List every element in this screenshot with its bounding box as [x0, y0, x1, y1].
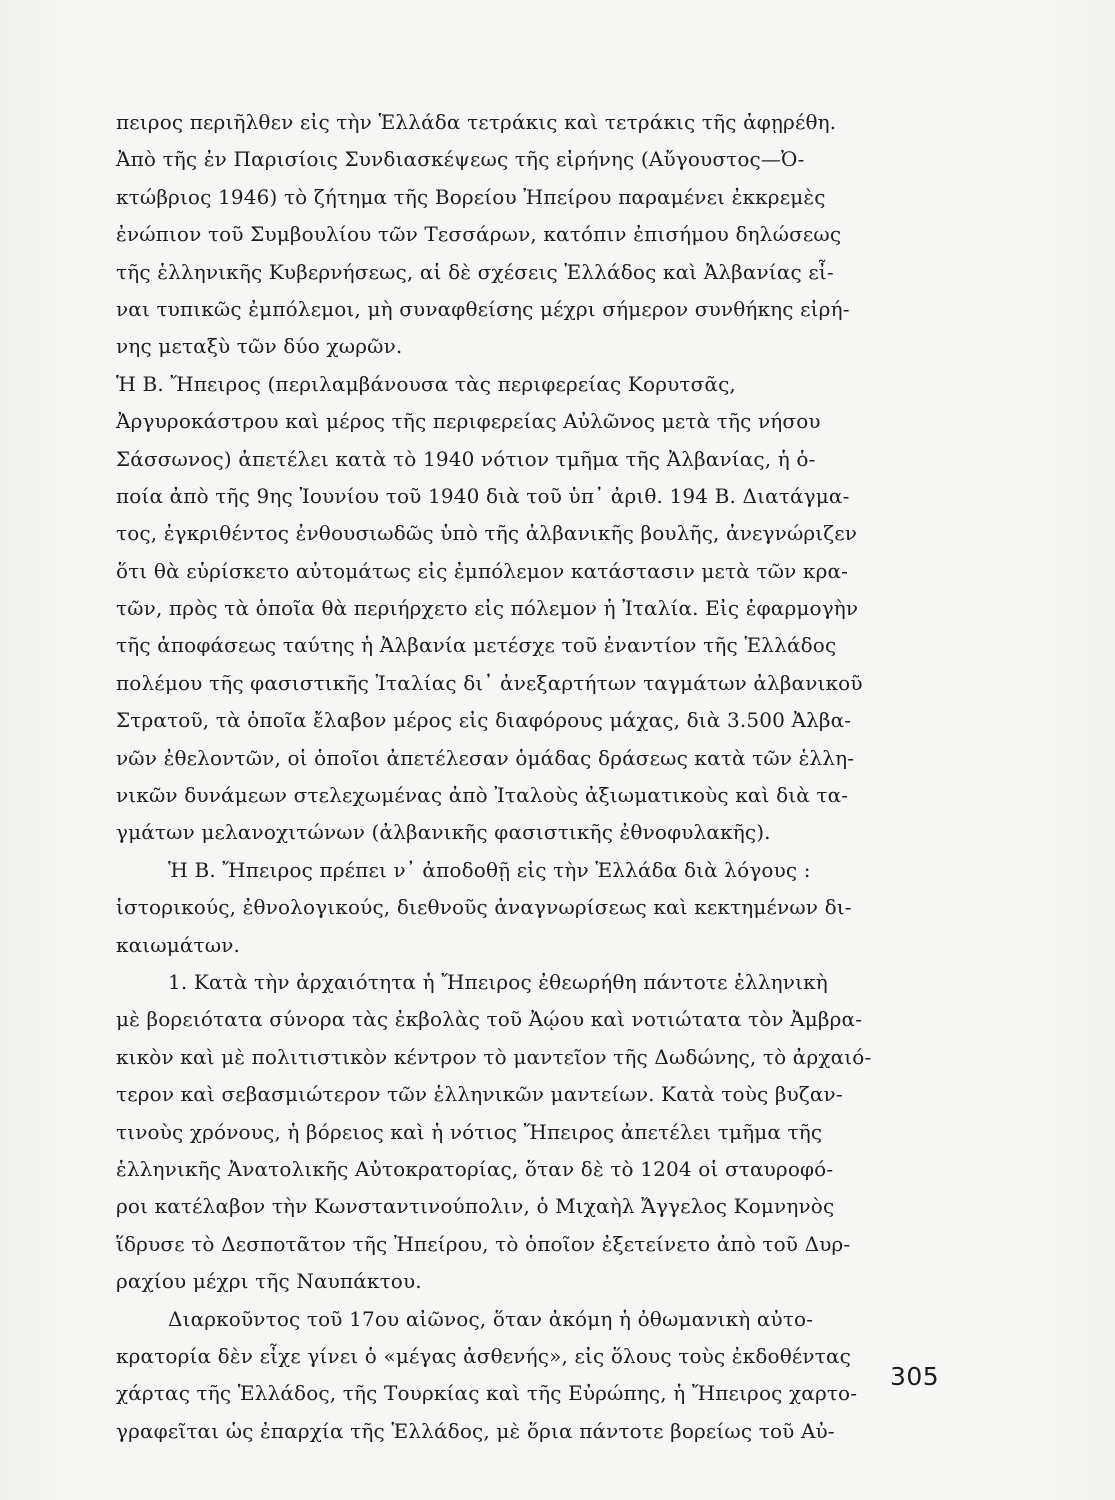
text-line: Ἡ Β. Ἤπειρος πρέπει ν᾽ ἀποδοθῇ εἰς τὴν Ἑλλάδα διὰ λόγους :: [168, 857, 811, 882]
text-line: 1. Κατὰ τὴν ἀρχαιότητα ἡ Ἤπειρος ἐθεωρήθη πάντοτε ἑλληνικὴ: [168, 969, 828, 994]
text-line: Διαρκοῦντος τοῦ 17ου αἰῶνος, ὅταν ἀκόμη ἡ ὀθωμανικὴ αὐτο-: [168, 1306, 814, 1331]
text-line: ραχίου μέχρι τῆς Ναυπάκτου.: [116, 1269, 422, 1294]
text-line: κικὸν καὶ μὲ πολιτιστικὸν κέντρον τὸ μαντεῖον τῆς Δωδώνης, τὸ ἀρχαιό-: [116, 1044, 872, 1069]
text-line: τῆς ἀποφάσεως ταύτης ἡ Ἀλβανία μετέσχε τοῦ ἐναντίον τῆς Ἑλλάδος: [116, 633, 837, 658]
text-line: καιωμάτων.: [116, 932, 241, 957]
text-line: χάρτας τῆς Ἑλλάδος, τῆς Τουρκίας καὶ τῆς Εὐρώπης, ἡ Ἤπειρος χαρτο-: [116, 1381, 858, 1406]
text-line: τος, ἐγκριθέντος ἐνθουσιωδῶς ὑπὸ τῆς ἀλβανικῆς βουλῆς, ἀνεγνώριζεν: [116, 521, 858, 546]
text-line: Στρατοῦ, τὰ ὁποῖα ἔλαβον μέρος εἰς διαφόρους μάχας, διὰ 3.500 Ἀλβα-: [116, 708, 852, 733]
text-line: ἱστορικούς, ἐθνολογικούς, διεθνοῦς ἀναγνωρίσεως καὶ κεκτημένων δι-: [116, 895, 852, 920]
text-line: ποία ἀπὸ τῆς 9ης Ἰουνίου τοῦ 1940 διὰ τοῦ ὑπ᾽ ἀριθ. 194 Β. Διατάγμα-: [116, 483, 850, 508]
text-line: ροι κατέλαβον τὴν Κωνσταντινούπολιν, ὁ Μιχαὴλ Ἄγγελος Κομνηνὸς: [116, 1194, 835, 1219]
text-line: τερον καὶ σεβασμιώτερον τῶν ἑλληνικῶν μαντείων. Κατὰ τοὺς βυζαν-: [116, 1082, 843, 1107]
text-line: πολέμου τῆς φασιστικῆς Ἰταλίας δι᾽ ἀνεξαρτήτων ταγμάτων ἀλβανικοῦ: [116, 670, 863, 695]
text-line: ἑλληνικῆς Ἀνατολικῆς Αὐτοκρατορίας, ὅταν δὲ τὸ 1204 οἱ σταυροφό-: [116, 1156, 834, 1181]
text-line: τῶν, πρὸς τὰ ὁποῖα θὰ περιήρχετο εἰς πόλεμον ἡ Ἰταλία. Εἰς ἐφαρμογὴν: [116, 596, 859, 621]
text-line: ναι τυπικῶς ἐμπόλεμοι, μὴ συναφθείσης μέχρι σήμερον συνθήκης εἰρή-: [116, 296, 850, 321]
text-line: νῶν ἐθελοντῶν, οἱ ὁποῖοι ἀπετέλεσαν ὁμάδας δράσεως κατὰ τῶν ἑλλη-: [116, 745, 855, 770]
text-line: Ἀργυροκάστρου καὶ μέρος τῆς περιφερείας Αὐλῶνος μετὰ τῆς νήσου: [116, 409, 821, 434]
page-number: 305: [890, 1362, 940, 1391]
text-line: νικῶν δυνάμεων στελεχωμένας ἀπὸ Ἰταλοὺς ἀξιωματικοὺς καὶ διὰ τα-: [116, 783, 849, 808]
text-line: ἵδρυσε τὸ Δεσποτᾶτον τῆς Ἠπείρου, τὸ ὁποῖον ἐξετείνετο ἀπὸ τοῦ Δυρ-: [116, 1231, 851, 1256]
text-line: ἐνώπιον τοῦ Συμβουλίου τῶν Τεσσάρων, κατόπιν ἐπισήμου δηλώσεως: [116, 222, 842, 247]
text-line: τῆς ἑλληνικῆς Κυβερνήσεως, αἱ δὲ σχέσεις Ἑλλάδος καὶ Ἀλβανίας εἶ-: [116, 259, 834, 284]
text-line: κτώβριος 1946) τὸ ζήτημα τῆς Βορείου Ἠπείρου παραμένει ἐκκρεμὲς: [116, 184, 826, 209]
text-line: πειρος περιῆλθεν εἰς τὴν Ἑλλάδα τετράκις καὶ τετράκις τῆς ἀφῃρέθη.: [116, 110, 837, 134]
text-line: κρατορία δὲν εἶχε γίνει ὁ «μέγας ἀσθενής», εἰς ὅλους τοὺς ἐκδοθέντας: [116, 1343, 851, 1368]
text-line: ὅτι θὰ εὑρίσκετο αὐτομάτως εἰς ἐμπόλεμον κατάστασιν μετὰ τῶν κρα-: [116, 558, 849, 583]
text-line: Ἀπὸ τῆς ἐν Παρισίοις Συνδιασκέψεως τῆς εἰρήνης (Αὔγουστος—Ὀ-: [116, 147, 805, 172]
text-line: γραφεῖται ὡς ἐπαρχία τῆς Ἑλλάδος, μὲ ὅρια πάντοτε βορείως τοῦ Αὐ-: [116, 1418, 835, 1443]
text-line: γμάτων μελανοχιτώνων (ἀλβανικῆς φασιστικῆς ἐθνοφυλακῆς).: [116, 820, 771, 845]
body-text: [116, 104, 946, 1450]
text-line: νης μεταξὺ τῶν δύο χωρῶν.: [116, 334, 403, 359]
text-line: Ἡ Β. Ἤπειρος (περιλαμβάνουσα τὰς περιφερείας Κορυτσᾶς,: [116, 371, 736, 396]
text-line: μὲ βορειότατα σύνορα τὰς ἐκβολὰς τοῦ Ἀῴου καὶ νοτιώτατα τὸν Ἀμβρα-: [116, 1007, 863, 1032]
text-line: Σάσσωνος) ἀπετέλει κατὰ τὸ 1940 νότιον τμῆμα τῆς Ἀλβανίας, ἡ ὁ-: [116, 446, 816, 471]
text-line: τινοὺς χρόνους, ἡ βόρειος καὶ ἡ νότιος Ἤπειρος ἀπετέλει τμῆμα τῆς: [116, 1119, 823, 1144]
